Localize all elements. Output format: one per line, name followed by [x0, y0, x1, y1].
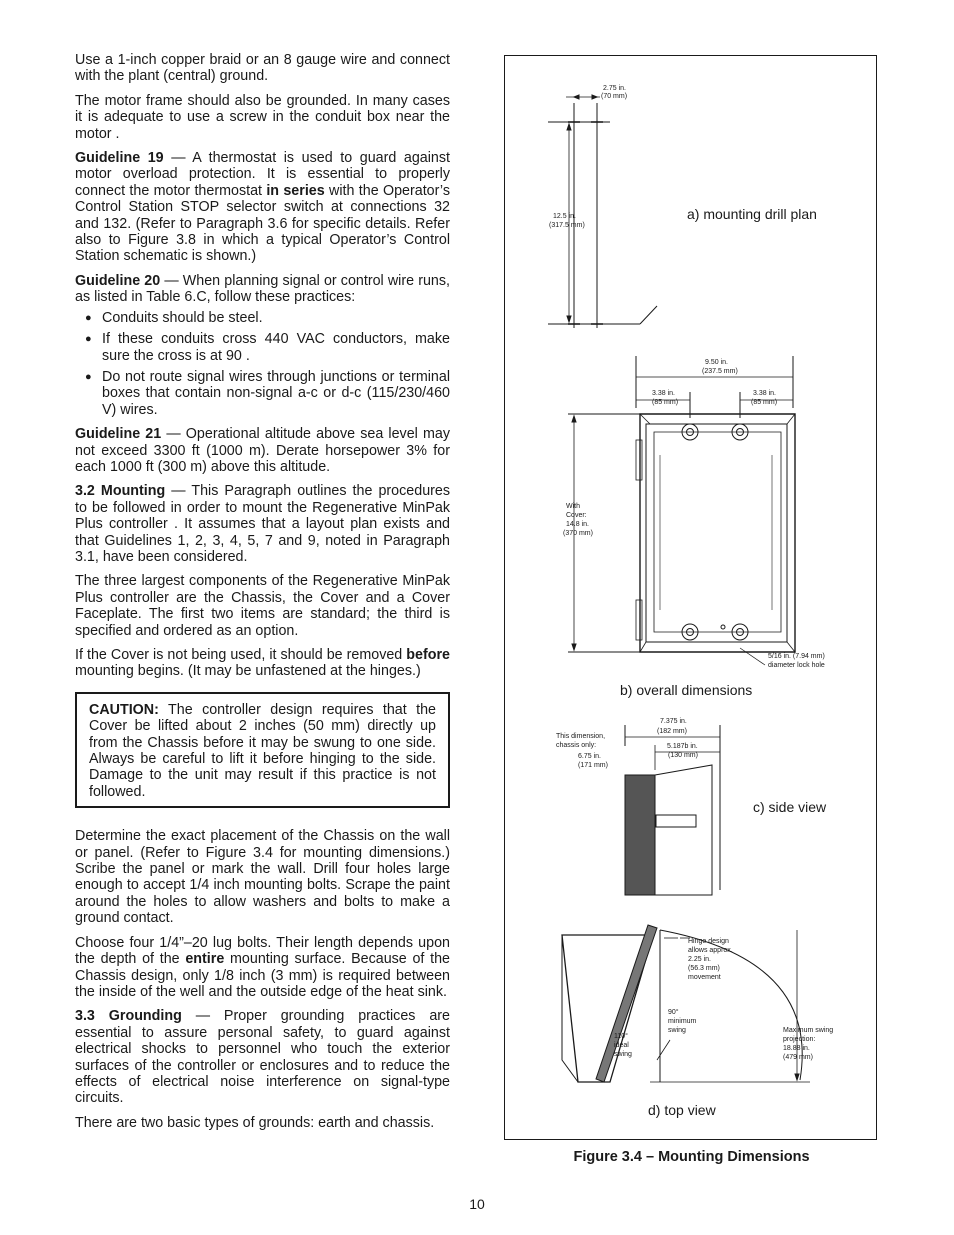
guideline-19-bold: in series: [266, 182, 325, 199]
section-3-3-heading: 3.3 Grounding: [75, 1008, 182, 1025]
guideline-19-text-b: with the Operator’s Control Station STOP selector switch at connections 32 and 132. (Refer to Paragraph 3.6 for specific details. Refer also to Figure 3.8 in which a typical Operator’s Control Station schematic is shown.): [75, 182, 450, 265]
cover-height-in-label: 14.8 in.: [566, 521, 589, 528]
chassis-note-1: This dimension,: [556, 733, 606, 740]
ideal-swing-note-1: 110°: [614, 1033, 628, 1040]
paragraph-copper-braid: Use a 1-inch copper braid or an 8 gauge wire and connect with the plant (central) ground.: [75, 52, 450, 85]
label-top-view: d) top view: [648, 1102, 716, 1118]
list-item: ● Conduits should be steel.: [75, 310, 450, 326]
guideline-20-heading: Guideline 20: [75, 272, 161, 289]
guideline-21-heading: Guideline 21: [75, 426, 162, 443]
cover-height-label-1: With: [566, 503, 580, 510]
side-total-depth-label: 7.375 in.: [660, 718, 687, 725]
paragraph-ground-types: There are two basic types of grounds: earth and chassis.: [75, 1114, 435, 1131]
overall-width-mm-label: (237.5 mm): [702, 368, 738, 375]
drill-height-label: 12.5 in.: [553, 213, 576, 220]
chassis-note-4: (171 mm): [578, 762, 608, 769]
ideal-swing-note-2: ideal: [614, 1042, 629, 1049]
section-3-3-text: — Proper grounding practices are essential to assure personal safety, to guard against electrical shocks to personnel who touch the exterior surfaces of the controller or enclosures and to reduce the effects of electrical noise interference on signal-type circuits.: [75, 1008, 450, 1107]
lock-hole-label-1: 5/16 in. (7.94 mm): [768, 653, 825, 660]
paragraph-motor-frame: The motor frame should also be grounded. In many cases it is adequate to use a screw in the conduit box near the motor .: [75, 92, 450, 142]
hinge-note-3: 2.25 in.: [688, 956, 711, 963]
guideline-19-heading: Guideline 19: [75, 150, 164, 167]
paragraph-components: The three largest components of the Regenerative MinPak Plus controller are the Chassis, the Cover and a Cover Faceplate. The first two items are standard; the third is specified and ordered as an option.: [75, 573, 450, 639]
side-total-depth-mm-label: (182 mm): [657, 728, 687, 735]
bolts-text-a: Choose four 1/4”–20 lug bolts. Their length depends upon the depth of the: [75, 934, 450, 968]
min-swing-note-2: minimum: [668, 1018, 697, 1025]
side-view-drawing: [625, 725, 720, 895]
section-3-2-text: — This Paragraph outlines the procedures to be followed in order to mount the Regenerative MinPak Plus controller . It assumes that a layout plan exists and that Guidelines 1, 2, 3, 4, 5, 7 and 9, noted in Paragraph 3.1, have been considered.: [75, 483, 451, 565]
chassis-note-3: 6.75 in.: [578, 753, 601, 760]
drill-plan-drawing: [548, 95, 657, 328]
label-mounting-drill-plan: a) mounting drill plan: [687, 206, 817, 222]
min-swing-note-1: 90°: [668, 1009, 679, 1016]
section-3-2-heading: 3.2 Mounting: [75, 483, 166, 500]
label-side-view: c) side view: [753, 799, 827, 815]
page-number: 10: [469, 1196, 485, 1212]
right-offset-label: 3.38 in.: [753, 390, 776, 397]
bolts-text-b: mounting surface. Because of the Chassis design, only 1/8 inch (3 mm) is required between the inside of the well and the outside edge of the heat sink.: [75, 951, 450, 1000]
guideline-21-text: — Operational altitude above sea level may not exceed 3300 ft (1000 m). Derate horsepower 3% for each 1000 ft (300 m) above this altitude.: [75, 426, 450, 475]
left-offset-mm-label: (85 mm): [652, 399, 679, 406]
top-view-drawing: [562, 925, 810, 1082]
left-offset-label: 3.38 in.: [652, 390, 675, 397]
right-offset-mm-label: (85 mm): [751, 399, 778, 406]
max-swing-note-3: 18.88 in.: [783, 1045, 810, 1052]
chassis-note-2: chassis only:: [556, 742, 597, 749]
max-swing-note-1: Maximum swing: [783, 1027, 834, 1034]
paragraph-placement: Determine the exact placement of the Chassis on the wall or panel. (Refer to Figure 3.4 for mounting dimensions.) Scribe the panel or mark the wall. Drill four holes large enough to accept 1/4 inch mounting bolts. Scrape the paint around the holes to allow washers and bolts to make a ground contact.: [75, 828, 450, 927]
cover-height-mm-label: (370 mm): [563, 530, 593, 537]
overall-width-label: 9.50 in.: [705, 359, 728, 366]
cover-text-b: mounting begins. (It may be unfastened at the hinges.): [75, 663, 421, 680]
label-overall-dimensions: b) overall dimensions: [620, 682, 753, 698]
drill-height-mm-label: (317.5 mm): [549, 222, 585, 229]
min-swing-note-3: swing: [668, 1027, 686, 1034]
hinge-note-1: Hinge design: [688, 938, 729, 945]
side-inner-depth-mm-label: (130 mm): [668, 752, 698, 759]
max-swing-note-4: (479 mm): [783, 1054, 813, 1061]
drill-width-mm-label: (70 mm): [601, 93, 628, 100]
drill-width-label: 2.75 in.: [603, 85, 626, 92]
figure-caption: Figure 3.4 – Mounting Dimensions: [573, 1149, 810, 1165]
side-inner-depth-label: 5.187b in.: [667, 743, 698, 750]
caution-heading: CAUTION:: [89, 701, 159, 718]
guideline-20-text: — When planning signal or control wire runs, as listed in Table 6.C, follow these practices:: [75, 272, 450, 306]
bolts-bold: entire: [185, 951, 225, 968]
ideal-swing-note-3: swing: [614, 1051, 632, 1058]
cover-bold: before: [406, 647, 450, 663]
max-swing-note-2: projection:: [783, 1036, 816, 1043]
cover-height-label-2: Cover:: [566, 512, 587, 519]
guideline-19-text-a: — A thermostat is used to guard against motor overload protection. It is essential to properly connect the motor thermostat: [75, 150, 450, 199]
list-item: ● Do not route signal wires through junctions or terminal boxes that contain non-signal a-c or d-c (115/230/460 V) wires.: [75, 369, 450, 418]
caution-text: The controller design requires that the Cover be lifted about 2 inches (50 mm) directly up from the Chassis before it may be swung to one side. Always be careful to lift it before hinging to the side. Damage to the unit may result if this practice is not followed.: [89, 701, 436, 800]
lock-hole-label-2: diameter lock hole: [768, 662, 825, 669]
hinge-note-5: movement: [688, 974, 721, 981]
hinge-note-4: (56.3 mm): [688, 965, 720, 972]
cover-text-a: If the Cover is not being used, it should be removed: [75, 647, 407, 663]
hinge-note-2: allows approx.: [688, 947, 733, 954]
list-item: ● If these conduits cross 440 VAC conductors, make sure the cross is at 90 .: [75, 331, 450, 364]
